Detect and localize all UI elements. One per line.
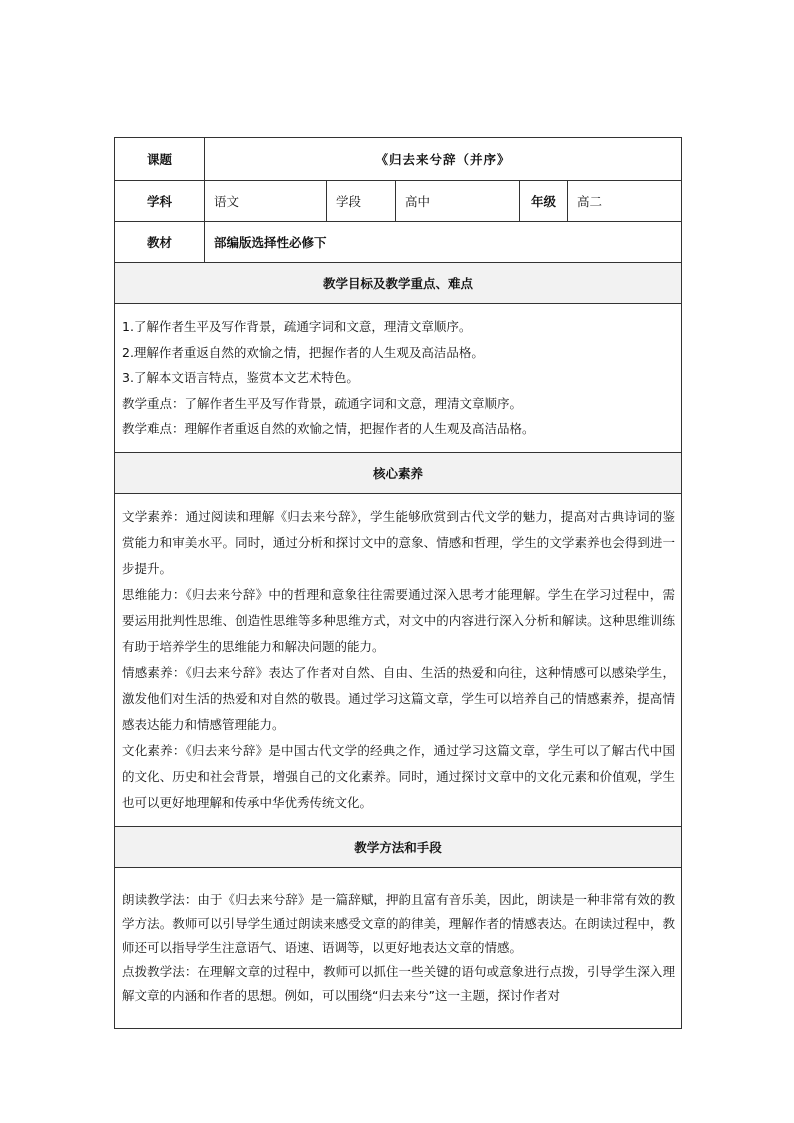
- core-content: [115, 494, 682, 827]
- core-paragraph: 文学素养：通过阅读和理解《归去来兮辞》，学生能够欣赏到古代文学的魅力，提高对古典诗词的鉴赏能力和审美水平。同时，通过分析和探讨文中的意象、情感和哲理，学生的文学素养也会得到进一步提升。: [122, 509, 675, 576]
- methods-paragraph: 朗读教学法：由于《归去来兮辞》是一篇辞赋，押韵且富有音乐美，因此，朗读是一种非常有效的教学方法。教师可以引导学生通过朗读来感受文章的韵律美，理解作者的情感表达。在朗读过程中，教师还可以指导学生注意语气、语速、语调等，以更好地表达文章的情感。: [122, 892, 675, 955]
- goal-line: 3.了解本文语言特点，鉴赏本文艺术特色。: [122, 370, 359, 386]
- methods-paragraph: 点拨教学法：在理解文章的过程中，教师可以抓住一些关键的语句或意象进行点拨，引导学生深入理解文章的内涵和作者的思想。例如，可以围绕“归去来兮”这一主题，探讨作者对: [122, 964, 675, 1003]
- goals-heading: 教学目标及教学重点、难点: [115, 263, 682, 304]
- methods-heading: 教学方法和手段: [115, 827, 682, 868]
- grade-value: 高二: [568, 181, 682, 222]
- textbook-value: 部编版选择性必修下: [205, 222, 682, 263]
- topic-label: 课题: [115, 138, 205, 181]
- methods-content: [115, 868, 682, 1029]
- subject-label: 学科: [115, 181, 205, 222]
- goal-key-point: 教学重点：了解作者生平及写作背景，疏通字词和文意，理清文章顺序。: [122, 395, 523, 411]
- stage-label: 学段: [327, 181, 396, 222]
- goals-content: [115, 304, 682, 453]
- core-heading: 核心素养: [115, 453, 682, 494]
- core-paragraph: 思维能力：《归去来兮辞》中的哲理和意象往往需要通过深入思考才能理解。学生在学习过程中，需要运用批判性思维、创造性思维等多种思维方式，对文中的内容进行深入分析和解读。这种思维训练有助于培养学生的思维能力和解决问题的能力。: [122, 587, 675, 654]
- lesson-plan-table: [114, 137, 682, 1029]
- core-paragraph: 文化素养：《归去来兮辞》是中国古代文学的经典之作，通过学习这篇文章，学生可以了解古代中国的文化、历史和社会背景，增强自己的文化素养。同时，通过探讨文章中的文化元素和价值观，学生也可以更好地理解和传承中华优秀传统文化。: [122, 743, 675, 810]
- goal-line: 2.理解作者重返自然的欢愉之情，把握作者的人生观及高洁品格。: [122, 344, 484, 360]
- grade-label: 年级: [520, 181, 568, 222]
- topic-title: 《归去来兮辞（并序》: [205, 138, 682, 181]
- goal-difficult-point: 教学难点：理解作者重返自然的欢愉之情，把握作者的人生观及高洁品格。: [122, 421, 535, 437]
- subject-value: 语文: [205, 181, 327, 222]
- core-paragraph: 情感素养：《归去来兮辞》表达了作者对自然、自由、生活的热爱和向往，这种情感可以感染学生，激发他们对生活的热爱和对自然的敬畏。通过学习这篇文章，学生可以培养自己的情感素养，提高情感表达能力和情感管理能力。: [122, 665, 675, 732]
- goal-line: 1.了解作者生平及写作背景，疏通字词和文意，理清文章顺序。: [122, 319, 472, 335]
- textbook-label: 教材: [115, 222, 205, 263]
- stage-value: 高中: [396, 181, 520, 222]
